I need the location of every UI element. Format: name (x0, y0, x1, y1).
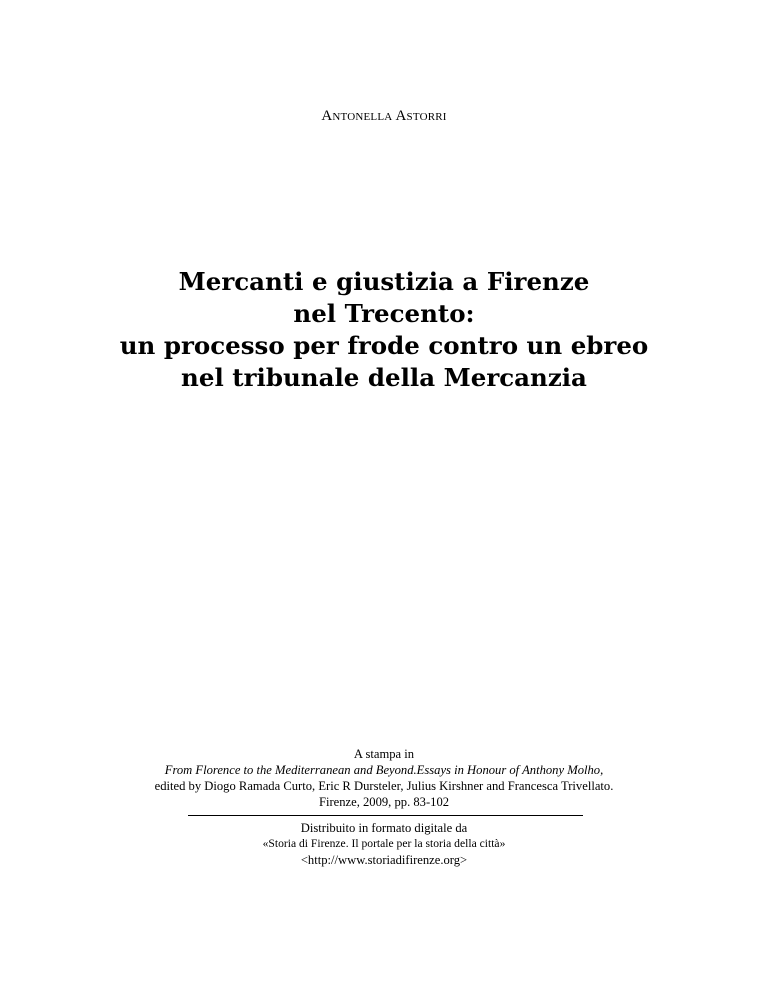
title-line-1: Mercanti e giustizia a Firenze (178, 267, 590, 296)
book-title: From Florence to the Mediterranean and Beyond.Essays in Honour of Anthony Molho, (164, 763, 604, 777)
document-title (0, 266, 768, 394)
author-name: Antonella Astorri (321, 108, 447, 124)
distribution-url: <http://www.storiadifirenze.org> (300, 853, 468, 867)
title-line-4: nel tribunale della Mercanzia (181, 363, 587, 392)
title-line-3: un processo per frode contro un ebreo (119, 331, 649, 360)
publication-intro: A stampa in (353, 747, 415, 761)
publication-info (0, 746, 768, 810)
distribution-line-1: Distribuito in formato digitale da (300, 821, 468, 835)
divider-line (188, 815, 583, 816)
distribution-line-2: «Storia di Firenze. Il portale per la storia della città» (262, 837, 506, 850)
publication-details: Firenze, 2009, pp. 83-102 (318, 795, 450, 809)
distribution-info (0, 820, 768, 868)
book-editors: edited by Diogo Ramada Curto, Eric R Dursteler, Julius Kirshner and Francesca Trivellato. (154, 779, 614, 793)
title-line-2: nel Trecento: (293, 299, 475, 328)
